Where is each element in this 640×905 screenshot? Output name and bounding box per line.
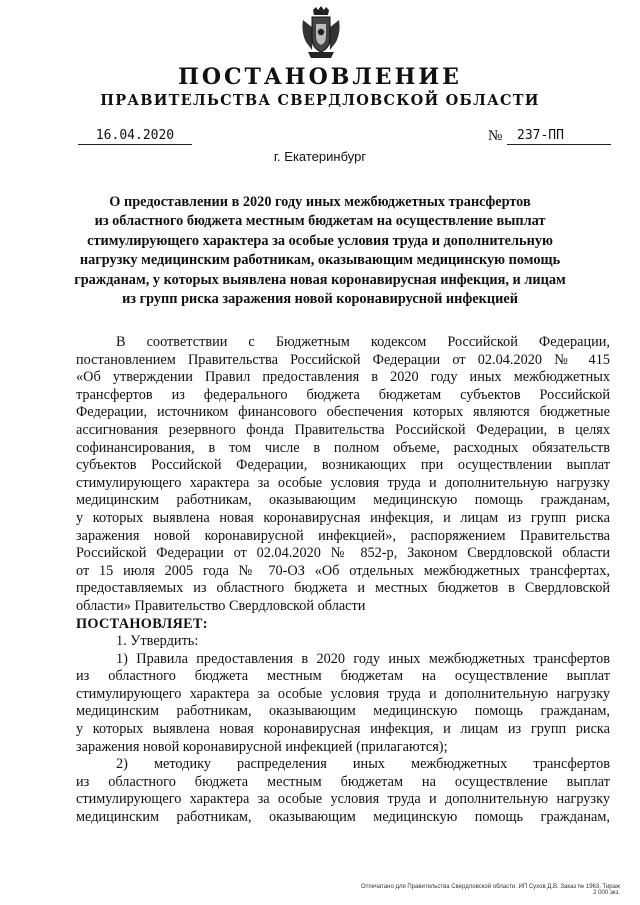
- body-line: стимулирующего характера за особые условия труда и дополнительную нагрузку: [76, 474, 610, 491]
- document-body: [76, 334, 610, 827]
- body-line: заражения новой коронавирусной инфекцией (прилагаются);: [76, 738, 448, 755]
- city: г. Екатеринбург: [273, 149, 367, 164]
- body-line: от 15 июля 2005 года № 70-ОЗ «Об отдельных межбюджетных трансфертах,: [76, 562, 610, 579]
- body-line: заражения новой коронавирусной инфекцией», распоряжением Правительства: [76, 527, 610, 544]
- body-line: из областного бюджета местным бюджетам на осуществление выплат: [76, 668, 610, 685]
- resolves-heading: ПОСТАНОВЛЯЕТ:: [76, 615, 208, 632]
- body-line: субъектов Российской Федерации, возникающих при осуществлении выплат: [76, 457, 610, 474]
- body-line: ассигнования резервного фонда Правительства Российской Федерации, в целях: [76, 421, 610, 438]
- body-line: из областного бюджета местным бюджетам на осуществление выплат: [76, 773, 610, 790]
- title-line: О предоставлении в 2020 году иных межбюджетных трансфертов: [109, 194, 531, 210]
- number-label: №: [488, 128, 503, 144]
- body-line: предоставляемых из областного бюджета и местных бюджетов в Свердловской: [76, 580, 610, 597]
- body-line: медицинским работникам, оказывающим медицинскую помощь гражданам,: [76, 492, 610, 509]
- title-line: стимулирующего характера за особые условия труда и дополнительную: [87, 232, 553, 249]
- body-line: Российской Федерации от 02.04.2020 № 852-р, Законом Свердловской области: [76, 545, 610, 562]
- document-number: 237-ПП: [507, 128, 611, 145]
- body-line: «Об утверждении Правил предоставления в 2020 году иных межбюджетных: [76, 369, 610, 386]
- body-line: 1) Правила предоставления в 2020 году иных межбюджетных трансфертов: [116, 650, 610, 667]
- body-line: трансфертов из федерального бюджета бюджетам субъектов Российской: [76, 386, 610, 403]
- document-title: [60, 193, 580, 309]
- body-line: у которых выявлена новая коронавирусная инфекция, и лицам из групп риска: [76, 509, 610, 526]
- title-line: из групп риска заражения новой коронавирусной инфекцией: [122, 291, 518, 308]
- item-1: 1. Утвердить:: [116, 633, 199, 650]
- body-line: стимулирующего характера за особые условия труда и дополнительную нагрузку: [76, 791, 610, 808]
- body-line: у которых выявлена новая коронавирусная инфекция, и лицам из групп риска: [76, 721, 610, 738]
- body-line: 2) методику распределения иных межбюджетных трансфертов: [116, 756, 610, 773]
- government-name: ПРАВИТЕЛЬСТВА СВЕРДЛОВСКОЙ ОБЛАСТИ: [100, 92, 540, 109]
- body-line: медицинским работникам, оказывающим медицинскую помощь гражданам,: [76, 809, 610, 826]
- body-line: области» Правительство Свердловской области: [76, 597, 366, 614]
- document-date: 16.04.2020: [78, 128, 192, 145]
- coat-of-arms-icon: [300, 6, 342, 60]
- print-footer: Отпечатано для Правительства Свердловской области. ИП Сухов Д.В. Заказ № 1963. Тираж 2 000 экз.: [360, 884, 620, 896]
- title-line: нагрузку медицинским работникам, оказывающим медицинскую помощь: [79, 252, 561, 269]
- body-line: стимулирующего характера за особые условия труда и дополнительную нагрузку: [76, 685, 610, 702]
- title-line: из областного бюджета местным бюджетам на осуществление выплат: [94, 213, 546, 230]
- body-line: медицинским работникам, оказывающим медицинскую помощь гражданам,: [76, 703, 610, 720]
- body-line: В соответствии с Бюджетным кодексом Российской Федерации,: [116, 334, 610, 350]
- body-line: софинансирования, в том числе в полном объеме, расходных обязательств: [76, 439, 610, 456]
- body-line: постановлением Правительства Российской Федерации от 02.04.2020 № 415: [76, 351, 610, 368]
- body-line: Федерации, источником финансового обеспечения которых являются бюджетные: [76, 404, 610, 421]
- title-line: гражданам, у которых выявлена новая коронавирусная инфекция, и лицам: [74, 271, 566, 288]
- document-type: ПОСТАНОВЛЕНИЕ: [178, 64, 462, 90]
